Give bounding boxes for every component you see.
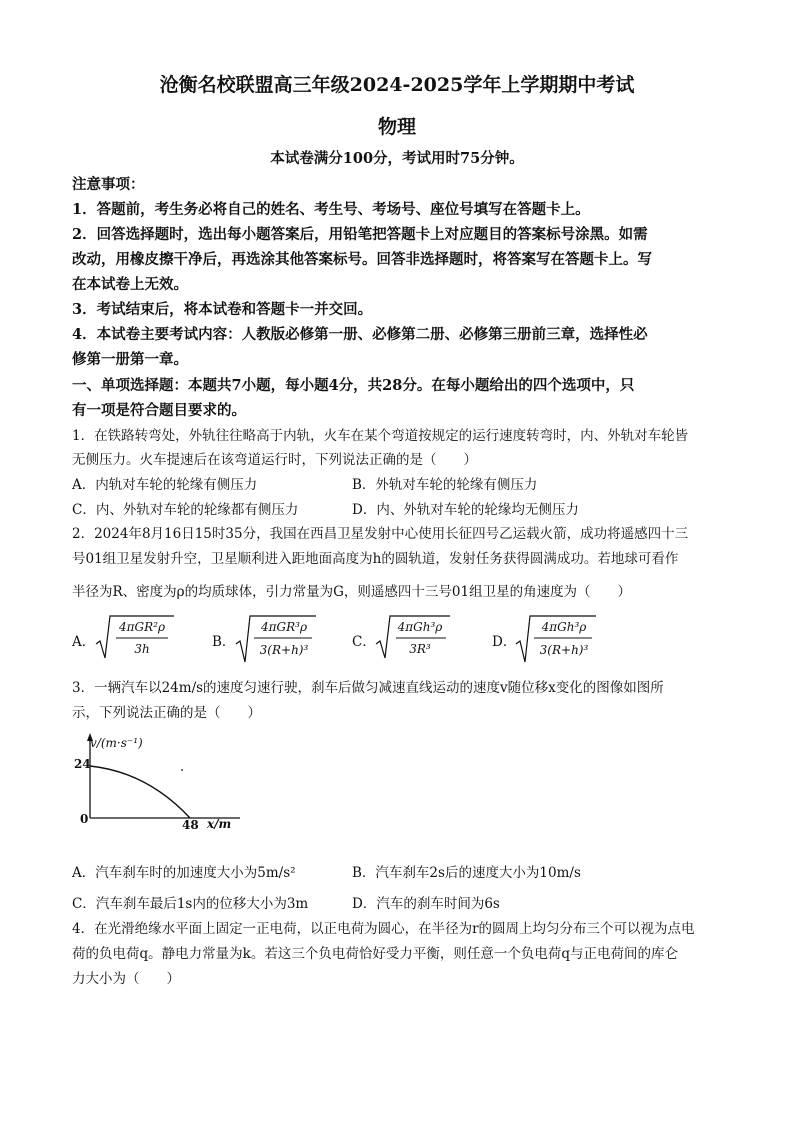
question-4-text: 力大小为（ ） [72,971,180,987]
q2-b-denominator: 3(R+h)³ [259,643,309,657]
q3-option-a: A．汽车刹车时的加速度大小为5m/s² [72,865,296,881]
question-2-text: 半径为R、密度为ρ的均质球体，引力常量为G，则遥感四十三号01组卫星的角速度为（ ） [72,584,632,600]
exam-info: 本试卷满分100分，考试用时75分钟。 [270,150,524,167]
question-4-text: 4．在光滑绝缘水平面上固定一正电荷，以正电荷为圆心，在半径为r的圆周上均匀分布三个可以视为点电 [72,921,695,937]
graph-y-label: v/(m·s⁻¹) [90,736,143,750]
question-3-text: 示，下列说法正确的是（ ） [72,705,261,721]
q2-c-numerator: 4πGh³ρ [397,620,443,634]
q2-c-denominator: 3R³ [409,642,431,656]
q2-option-c-label: C． [352,634,376,650]
q3-option-c: C．汽车刹车最后1s内的位移大小为3m [72,896,309,912]
q2-a-denominator: 3h [134,642,150,656]
graph-y-tick: 24 [74,757,91,771]
notes-heading: 注意事项： [72,176,145,193]
note-line: 4．本试卷主要考试内容：人教版必修第一册、必修第二册、必修第三册前三章，选择性必 [72,326,648,343]
note-line: 3．考试结束后，将本试卷和答题卡一并交回。 [72,301,373,318]
note-line: 2．回答选择题时，选出每小题答案后，用铅笔把答题卡上对应题目的答案标号涂黑。如需 [72,226,648,243]
q2-option-a-label: A． [72,634,96,650]
graph-x-label: x/m [207,817,232,831]
note-line: 改动，用橡皮擦干净后，再选涂其他答案标号。回答非选择题时，将答案写在答题卡上。写 [72,251,652,268]
q2-b-numerator: 4πGR³ρ [260,620,307,634]
graph-x-tick: 48 [182,818,199,832]
q2-d-denominator: 3(R+h)³ [539,643,589,657]
question-1-text: 无侧压力。火车提速后在该弯道运行时，下列说法正确的是（ ） [72,452,477,468]
subject-title: 物理 [377,116,416,138]
q1-option-a: A．内轨对车轮的轮缘有侧压力 [72,477,258,493]
section-heading: 有一项是符合题目要求的。 [72,402,246,419]
note-line: 修第一册第一章。 [72,351,188,368]
note-line: 1．答题前，考生务必将自己的姓名、考生号、考场号、座位号填写在答题卡上。 [72,201,590,218]
q2-d-numerator: 4πGh³ρ [541,620,587,634]
question-2-text: 2．2024年8月16日15时35分，我国在西昌卫星发射中心使用长征四号乙运载火箭，成功将遥感四十三 [72,526,689,542]
q1-option-c: C．内、外轨对车轮的轮缘都有侧压力 [72,502,299,518]
question-1-text: 1．在铁路转弯处，外轨往往略高于内轨，火车在某个弯道按规定的运行速度转弯时，内、外轨对车轮皆 [72,428,689,444]
q2-a-numerator: 4πGR²ρ [118,620,165,634]
q2-option-b-label: B． [212,634,236,650]
q1-option-b: B．外轨对车轮的轮缘有侧压力 [352,477,538,493]
question-3-text: 3．一辆汽车以24m/s的速度匀速行驶，刹车后做匀减速直线运动的速度v随位移x变化的图像如图所 [72,680,664,696]
q2-option-d-label: D． [492,634,517,650]
note-line: 在本试卷上无效。 [72,276,188,293]
question-4-text: 荷的负电荷q。静电力常量为k。若这三个负电荷恰好受力平衡，则任意一个负电荷q与正电荷间的库仑 [72,946,678,962]
question-2-text: 号01组卫星发射升空，卫星顺利进入距地面高度为h的圆轨道，发射任务获得圆满成功。若地球可看作 [72,551,679,567]
q3-option-d: D．汽车的刹车时间为6s [352,896,500,912]
graph-origin-label: 0 [80,812,89,826]
q1-option-d: D．内、外轨对车轮的轮缘均无侧压力 [352,502,579,518]
section-heading: 一、单项选择题：本题共7小题，每小题4分，共28分。在每小题给出的四个选项中，只 [72,377,635,394]
exam-title: 沧衡名校联盟高三年级2024-2025学年上学期期中考试 [159,74,635,96]
q3-option-b: B．汽车刹车2s后的速度大小为10m/s [352,865,581,881]
stray-dot [181,769,183,771]
